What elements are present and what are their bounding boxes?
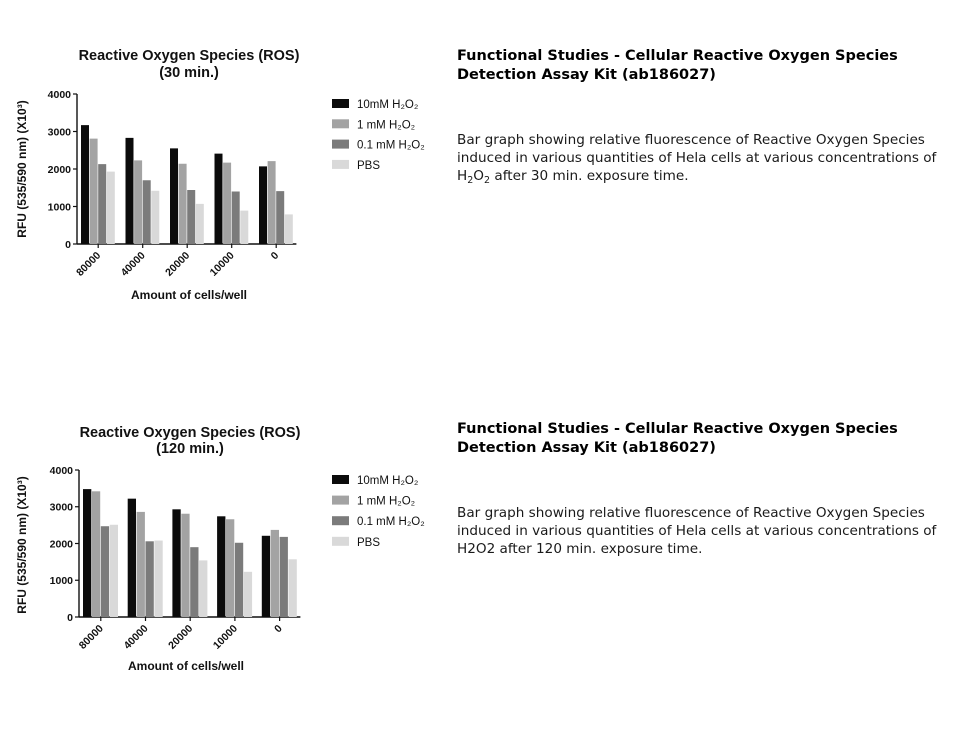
legend-swatch-10mm-h-o <box>332 99 349 108</box>
bar-20000-1-mm-h-o <box>179 164 187 244</box>
legend-label: 0.1 mM H₂O₂ <box>357 516 425 529</box>
y-tick-label: 4000 <box>47 88 71 101</box>
description-text: O <box>473 168 484 184</box>
chart-title-line: (30 min.) <box>159 65 219 81</box>
legend-label: PBS <box>357 536 381 549</box>
bar-40000-pbs <box>154 541 162 617</box>
bar-10000-10mm-h-o <box>217 516 225 617</box>
legend-swatch-1-mm-h-o <box>332 496 349 505</box>
x-tick-label: 0 <box>268 249 282 263</box>
x-tick-label: 40000 <box>121 622 151 652</box>
x-tick-label: 80000 <box>74 249 104 279</box>
chart-panel-30min <box>0 0 960 360</box>
legend-label: PBS <box>357 159 381 172</box>
bar-80000-10mm-h-o <box>83 489 91 617</box>
bar-20000-10mm-h-o <box>170 148 178 244</box>
y-tick-label: 1000 <box>49 575 73 588</box>
bar-0-1-mm-h-o <box>271 530 279 617</box>
bar-80000-pbs <box>107 172 115 244</box>
bar-80000-1-mm-h-o <box>90 139 98 244</box>
y-tick-label: 3000 <box>49 501 73 514</box>
description-text: after 30 min. exposure time. <box>490 168 689 184</box>
description-title: Functional Studies - Cellular Reactive Oxygen Species Detection Assay Kit (ab186027) <box>457 421 898 456</box>
bar-0-10mm-h-o <box>259 166 267 244</box>
subscript: 2 <box>467 175 474 186</box>
y-tick-label: 2000 <box>47 163 71 176</box>
ros-120min-chart <box>0 373 450 693</box>
bar-10000-0-1-mm-h-o <box>232 192 240 245</box>
chart-panel-120min <box>0 373 960 733</box>
legend-swatch-0-1-mm-h-o <box>332 140 349 149</box>
x-tick-label: 0 <box>272 622 285 636</box>
bar-20000-0-1-mm-h-o <box>190 547 198 617</box>
chart-title-line: Reactive Oxygen Species (ROS) <box>78 48 300 64</box>
bar-0-pbs <box>289 559 297 617</box>
bar-0-0-1-mm-h-o <box>276 191 284 244</box>
bar-80000-1-mm-h-o <box>92 491 100 617</box>
bar-0-1-mm-h-o <box>268 161 276 244</box>
y-tick-label: 3000 <box>47 126 71 139</box>
description-title: Functional Studies - Cellular Reactive Oxygen Species Detection Assay Kit (ab186027) <box>457 48 898 83</box>
bar-80000-10mm-h-o <box>81 125 89 244</box>
y-tick-label: 0 <box>67 611 73 624</box>
bar-20000-pbs <box>196 204 204 244</box>
x-axis-label: Amount of cells/well <box>130 288 248 302</box>
y-axis-label: RFU (535/590 nm) (X10³) <box>15 100 29 238</box>
x-tick-label: 20000 <box>166 622 196 652</box>
legend-swatch-10mm-h-o <box>332 475 349 484</box>
legend-swatch-pbs <box>332 160 349 169</box>
x-tick-label: 40000 <box>118 249 148 279</box>
bar-40000-1-mm-h-o <box>137 512 145 617</box>
legend-label: 1 mM H₂O₂ <box>357 119 416 132</box>
bar-80000-0-1-mm-h-o <box>98 164 106 244</box>
bar-0-10mm-h-o <box>262 536 270 617</box>
bar-40000-0-1-mm-h-o <box>143 180 151 244</box>
legend-label: 10mM H₂O₂ <box>357 99 419 111</box>
bar-10000-pbs <box>240 211 248 244</box>
description-body: Bar graph showing relative fluorescence of Reactive Oxygen Species induced in various quantities of Hela cells at various concentrations of H2O2 after 120 min. exposure time. <box>457 505 937 557</box>
bar-80000-0-1-mm-h-o <box>101 526 109 617</box>
bar-10000-1-mm-h-o <box>223 163 231 244</box>
bar-10000-1-mm-h-o <box>226 519 234 617</box>
chart-title-line: (120 min.) <box>156 441 224 457</box>
chart-title-line: Reactive Oxygen Species (ROS) <box>79 425 301 441</box>
bar-40000-10mm-h-o <box>128 499 136 617</box>
bar-10000-pbs <box>244 572 252 617</box>
bar-20000-0-1-mm-h-o <box>187 190 195 244</box>
bar-10000-10mm-h-o <box>215 154 223 244</box>
legend-label: 10mM H₂O₂ <box>357 475 419 487</box>
x-tick-label: 10000 <box>210 622 241 652</box>
description-body <box>457 131 952 185</box>
bar-20000-pbs <box>199 560 207 617</box>
legend-label: 1 mM H₂O₂ <box>357 495 416 508</box>
bar-40000-pbs <box>151 191 159 244</box>
y-tick-label: 1000 <box>47 201 71 214</box>
y-tick-label: 0 <box>65 238 71 251</box>
bar-10000-0-1-mm-h-o <box>235 543 243 617</box>
bar-40000-10mm-h-o <box>126 138 134 244</box>
x-tick-label: 20000 <box>163 249 193 279</box>
legend-swatch-0-1-mm-h-o <box>332 516 349 525</box>
legend-swatch-1-mm-h-o <box>332 119 349 128</box>
ros-30min-chart <box>0 0 450 320</box>
x-tick-label: 10000 <box>207 249 237 279</box>
x-tick-label: 80000 <box>76 622 106 652</box>
x-axis-label: Amount of cells/well <box>127 659 245 673</box>
bar-0-pbs <box>285 214 293 244</box>
bar-20000-10mm-h-o <box>172 509 180 617</box>
subscript: 2 <box>484 175 491 186</box>
bar-40000-0-1-mm-h-o <box>146 541 154 617</box>
bar-80000-pbs <box>110 525 118 617</box>
bar-40000-1-mm-h-o <box>134 160 142 244</box>
bar-20000-1-mm-h-o <box>181 514 189 617</box>
legend-swatch-pbs <box>332 537 349 546</box>
bar-0-0-1-mm-h-o <box>280 537 288 617</box>
y-tick-label: 2000 <box>49 538 73 551</box>
y-axis-label: RFU (535/590 nm) (X10³) <box>15 476 29 614</box>
description-block-120min <box>457 420 952 558</box>
y-tick-label: 4000 <box>49 464 73 477</box>
legend-label: 0.1 mM H₂O₂ <box>357 139 425 152</box>
description-text: Bar graph showing relative fluorescence of Reactive Oxygen Species induced in various quantities of Hela cells at various concentrations of H <box>457 132 937 184</box>
description-block-30min <box>457 47 952 185</box>
